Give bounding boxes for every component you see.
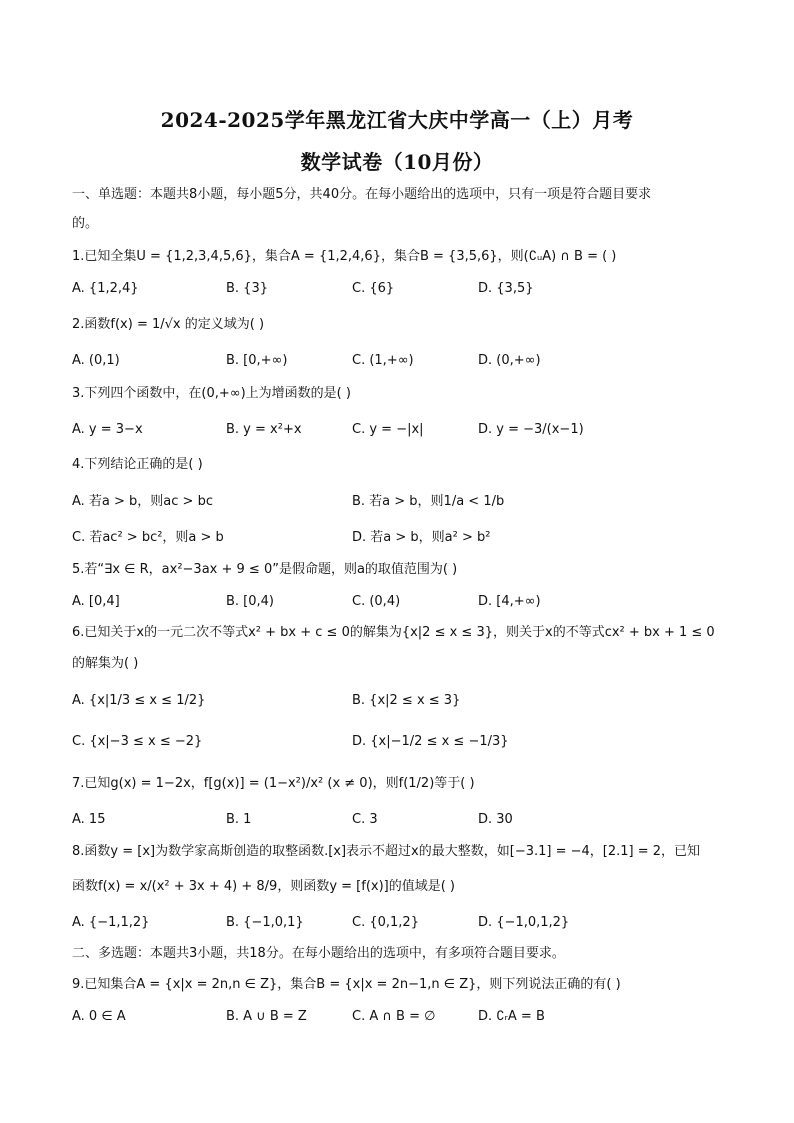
section2-heading: 二、多选题：本题共3小题，共18分。在每小题给出的选项中，有多项符合题目要求。 bbox=[72, 946, 565, 961]
q8-option-c: C. {0,1,2} bbox=[352, 915, 419, 930]
q9-option-c: C. A ∩ B = ∅ bbox=[352, 1009, 436, 1024]
exam-subtitle: 数学试卷（10月份） bbox=[300, 150, 494, 174]
question-2-stem: 2.函数f(x) = 1/√x 的定义域为( ) bbox=[72, 317, 265, 332]
q7-option-a: A. 15 bbox=[72, 812, 106, 827]
q2-option-d: D. (0,+∞) bbox=[478, 353, 541, 368]
question-7-stem: 7.已知g(x) = 1−2x，f[g(x)] = (1−x²)/x² (x ≠ 0)，则f(1/2)等于( ) bbox=[72, 776, 475, 791]
q6-option-b: B. {x|2 ≤ x ≤ 3} bbox=[352, 693, 461, 708]
q4-option-a: A. 若a > b，则ac > bc bbox=[72, 494, 213, 509]
q3-option-b: B. y = x²+x bbox=[226, 422, 302, 437]
q6-option-a: A. {x|1/3 ≤ x ≤ 1/2} bbox=[72, 693, 206, 708]
question-3-stem: 3.下列四个函数中，在(0,+∞)上为增函数的是( ) bbox=[72, 386, 351, 401]
q7-option-c: C. 3 bbox=[352, 812, 378, 827]
question-4-stem: 4.下列结论正确的是( ) bbox=[72, 457, 203, 472]
question-5-stem: 5.若“∃x ∈ R，ax²−3ax + 9 ≤ 0”是假命题，则a的取值范围为( ) bbox=[72, 562, 458, 577]
question-6-stem-cont: 的解集为( ) bbox=[72, 656, 139, 671]
q5-option-c: C. (0,4) bbox=[352, 594, 401, 609]
q8-option-a: A. {−1,1,2} bbox=[72, 915, 150, 930]
question-6-stem: 6.已知关于x的一元二次不等式x² + bx + c ≤ 0的解集为{x|2 ≤ x ≤ 3}，则关于x的不等式cx² + bx + 1 ≤ 0 bbox=[72, 625, 715, 640]
q3-option-d: D. y = −3/(x−1) bbox=[478, 422, 584, 437]
q2-option-a: A. (0,1) bbox=[72, 353, 120, 368]
q5-option-b: B. [0,4) bbox=[226, 594, 275, 609]
q9-option-d: D. ∁ᵣA = B bbox=[478, 1009, 545, 1024]
q7-option-b: B. 1 bbox=[226, 812, 252, 827]
q8-option-d: D. {−1,0,1,2} bbox=[478, 915, 570, 930]
q8-option-b: B. {−1,0,1} bbox=[226, 915, 304, 930]
q5-option-a: A. [0,4] bbox=[72, 594, 120, 609]
q2-option-c: C. (1,+∞) bbox=[352, 353, 414, 368]
q1-option-a: A. {1,2,4} bbox=[72, 281, 139, 296]
q4-option-c: C. 若ac² > bc²，则a > b bbox=[72, 530, 224, 545]
section1-heading: 一、单选题：本题共8小题，每小题5分，共40分。在每小题给出的选项中，只有一项是符合题目要求 bbox=[72, 187, 652, 202]
question-1-stem: 1.已知全集U = {1,2,3,4,5,6}，集合A = {1,2,4,6}，集合B = {3,5,6}，则(∁ᵤA) ∩ B = ( ) bbox=[72, 249, 617, 264]
q4-option-b: B. 若a > b，则1/a < 1/b bbox=[352, 494, 505, 509]
q2-option-b: B. [0,+∞) bbox=[226, 353, 288, 368]
question-8-stem-cont: 函数f(x) = x/(x² + 3x + 4) + 8/9，则函数y = [f(x)]的值域是( ) bbox=[72, 879, 456, 894]
q4-option-d: D. 若a > b，则a² > b² bbox=[352, 530, 491, 545]
q1-option-c: C. {6} bbox=[352, 281, 395, 296]
q1-option-d: D. {3,5} bbox=[478, 281, 534, 296]
q5-option-d: D. [4,+∞) bbox=[478, 594, 541, 609]
q9-option-a: A. 0 ∈ A bbox=[72, 1009, 126, 1024]
q6-option-d: D. {x|−1/2 ≤ x ≤ −1/3} bbox=[352, 734, 509, 749]
exam-title: 2024-2025学年黑龙江省大庆中学高一（上）月考 bbox=[160, 108, 634, 132]
q1-option-b: B. {3} bbox=[226, 281, 268, 296]
q6-option-c: C. {x|−3 ≤ x ≤ −2} bbox=[72, 734, 203, 749]
question-8-stem: 8.函数y = [x]为数学家高斯创造的取整函数.[x]表示不超过x的最大整数，如[−3.1] = −4，[2.1] = 2，已知 bbox=[72, 844, 701, 859]
q3-option-c: C. y = −|x| bbox=[352, 422, 424, 437]
section1-heading-cont: 的。 bbox=[72, 216, 99, 231]
q3-option-a: A. y = 3−x bbox=[72, 422, 143, 437]
question-9-stem: 9.已知集合A = {x|x = 2n,n ∈ Z}，集合B = {x|x = 2n−1,n ∈ Z}，则下列说法正确的有( ) bbox=[72, 977, 621, 992]
q7-option-d: D. 30 bbox=[478, 812, 513, 827]
q9-option-b: B. A ∪ B = Z bbox=[226, 1009, 307, 1024]
